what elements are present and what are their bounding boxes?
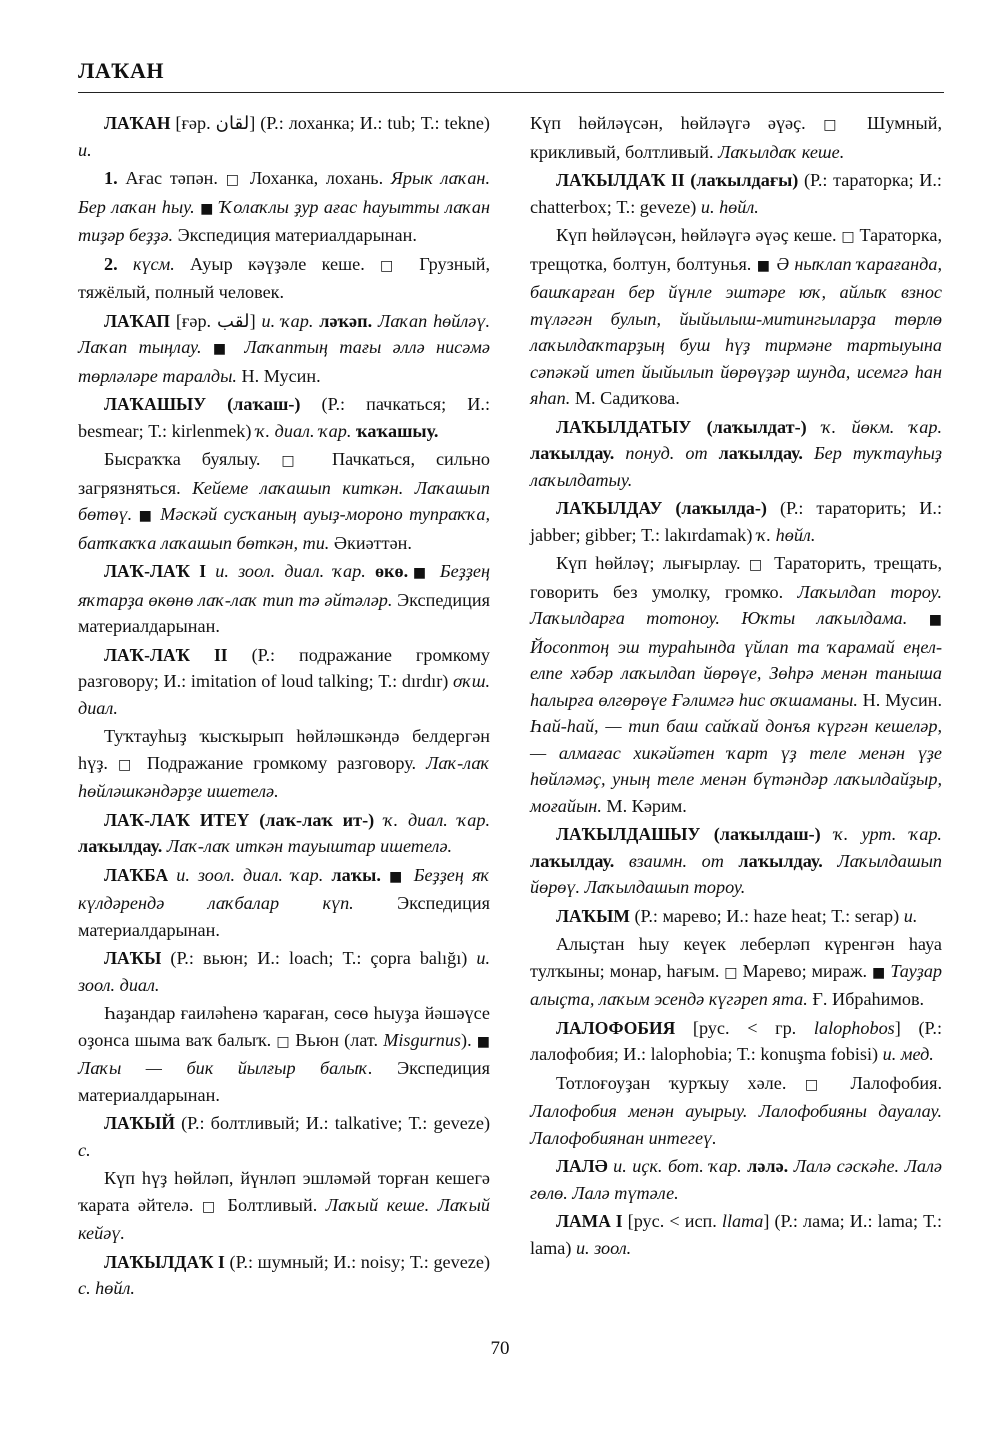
dictionary-entry — [530, 495, 942, 548]
etymology-text: (Р.: марево; И.: haze heat; Т.: serap) — [629, 905, 904, 926]
citation-source: Ғ. Ибраһимов. — [807, 989, 925, 1009]
definition-text: Һаҙандар ғаиләһенә ҡараған, сөсө һыуҙа йәшәүсе оҙонса шыма ваҡ балыҡ. — [78, 1003, 490, 1050]
bold-ref: лаҡылдау. — [78, 836, 163, 856]
headword: ЛАҠАН — [104, 113, 171, 133]
running-head: ЛАҠАН — [78, 58, 165, 83]
dictionary-entry — [78, 1110, 490, 1163]
bold-form: ләҡәп. — [313, 310, 379, 331]
entry-sense — [530, 110, 942, 165]
citation-source: Экспедиция материалдарынан. — [78, 893, 490, 940]
dictionary-entry — [78, 945, 490, 998]
example-text: Лалә сәскәһе. Лалә гөлө. Лалә түтәле. — [530, 1156, 942, 1203]
grammar-label: оҡш. диал. — [78, 671, 490, 718]
entry-sense — [78, 165, 490, 249]
headword: ЛАҠЫЛДАТЫУ — [556, 416, 692, 437]
grammar-label: с. һөйл. — [78, 1278, 135, 1298]
grammar-label: взаимн. от — [614, 850, 724, 871]
definition-text: Алыҫтан һыу кеүек леберләп күренгән һауа тулҡыны; монар, һағым. — [530, 934, 942, 981]
example-text: Лаҡылдашып йөрөү. Лаҡылдашып тороу. — [530, 850, 942, 897]
citation-source: М. Садиҡова. — [570, 388, 680, 408]
headword: ЛАҠАШЫУ — [104, 394, 207, 414]
citation-marker-icon: ■ — [212, 341, 233, 357]
dictionary-entry — [530, 1208, 942, 1261]
citation-marker-icon: ■ — [871, 964, 886, 981]
dictionary-entry — [78, 807, 490, 860]
translation-marker-icon: □ — [748, 557, 766, 573]
grammar-label: ҡ. йөкм. ҡар. — [806, 416, 943, 437]
translation-marker-icon: □ — [118, 756, 137, 773]
example-text: Лаҡ-лаҡ иткән тауыштар ишетелә. — [162, 836, 453, 856]
bold-form: (лаҡылдат-) — [691, 416, 807, 437]
citation-marker-icon: ■ — [200, 200, 215, 217]
entry-sense — [78, 1165, 490, 1247]
etymology-text: ] (Р.: лама; И.: lama; Т.: lama) — [530, 1211, 942, 1258]
citation-source: Экспедиция материалдарынан. — [173, 225, 417, 245]
dictionary-entry — [78, 1249, 490, 1302]
example-text: Misgurnus — [383, 1029, 462, 1050]
translation-marker-icon: □ — [823, 117, 850, 133]
etymology-text: (Р.: шумный; И.: noisy; Т.: geveze) — [224, 1251, 490, 1272]
sense-number: 1. — [104, 168, 126, 188]
citation-marker-icon: ■ — [408, 565, 431, 581]
etymology-text: [ғәр. لقب] — [170, 310, 262, 331]
translation-marker-icon: □ — [724, 964, 738, 981]
dictionary-entry — [530, 1153, 942, 1206]
bold-form: (лаҡылдағы) — [684, 170, 799, 190]
headword: ЛАҠЫМ — [556, 905, 630, 926]
entry-sense — [78, 251, 490, 306]
russian-translation: Пачкаться, сильно загрязняться. — [78, 449, 490, 498]
headword: ЛАҠ-ЛАҠ I — [104, 561, 207, 581]
dictionary-entry — [530, 903, 942, 930]
russian-translation: Подражание громкому разговору. — [136, 752, 427, 773]
dictionary-entry — [78, 308, 490, 390]
citation-text: Беҙҙең яҡ күлдәрендә лаҡбалар күп. — [78, 864, 490, 913]
russian-translation: ). — [461, 1029, 477, 1050]
grammar-label: ҡ. диал. ҡар. — [374, 809, 490, 830]
grammar-label: и. зоол. диал. ҡар. — [168, 864, 324, 885]
bold-form: лаҡы. — [323, 864, 389, 885]
citation-source: Экспедиция материалдарынан. — [78, 589, 490, 636]
citation-marker-icon: ■ — [928, 612, 942, 628]
bold-ref: ҡаҡашыу. — [351, 420, 439, 441]
russian-translation: Шумный, крикливый, болтливый. — [530, 113, 942, 162]
etymology-text: (Р.: пачкаться; И.: besmear; Т.: kirlenmek) — [78, 394, 490, 441]
dictionary-entry — [78, 110, 490, 163]
header-rule — [78, 92, 944, 93]
grammar-label: и. зоол. диал. — [78, 948, 490, 995]
entry-sense — [530, 931, 942, 1013]
headword: ЛАҠЫ — [104, 948, 162, 968]
citation-source: Н. Мусин. — [236, 365, 321, 386]
example-text: Бер туҡтауһыҙ лаҡылдатыу. — [530, 443, 942, 490]
grammar-label: понуд. от — [614, 443, 708, 463]
citation-marker-icon: ■ — [388, 868, 406, 885]
etymology-text: (Р.: болтливый; И.: talkative; Т.: geveze) — [174, 1113, 490, 1133]
citation-source: Н. Мусин. — [857, 689, 942, 710]
dictionary-entry — [78, 642, 490, 722]
headword: ЛАҠ-ЛАҠ II — [104, 644, 228, 665]
grammar-label: күсм. — [132, 253, 175, 274]
bold-form: өкө. — [365, 561, 409, 581]
definition-text: Бысраҡҡа буялыу. — [104, 449, 282, 469]
headword: ЛАЛӘ — [556, 1156, 608, 1176]
grammar-label: ҡ. һөйл. — [756, 524, 816, 545]
citation-text: Тауҙар алыҫта, лаҡым эсендә күгәреп ята. — [530, 960, 943, 1009]
grammar-label: и. ҡар. — [261, 310, 314, 331]
russian-translation: Болтливый. — [219, 1194, 326, 1215]
russian-translation: Марево; мираж. — [737, 960, 872, 981]
bold-ref: лаҡылдау. — [530, 850, 615, 871]
citation-marker-icon: ■ — [476, 1033, 490, 1050]
dictionary-entry — [530, 167, 942, 220]
translation-marker-icon: □ — [281, 453, 312, 469]
example-text: lalophobos — [813, 1017, 895, 1038]
grammar-label: и. һөйл. — [700, 196, 759, 217]
citation-marker-icon: ■ — [756, 257, 771, 274]
headword: ЛАМА I — [556, 1211, 623, 1231]
example-text: Лаҡылдап тороу. Лаҡылдарға тотоноу. Юҡты лаҡылдама. — [530, 581, 942, 628]
citation-source: М. Кәрим. — [601, 795, 687, 816]
example-text: Кейеме лаҡашып киткән. Лаҡашып бөтөү. — [78, 477, 490, 524]
grammar-label: и. — [903, 905, 918, 926]
example-text: Ярык лаҡан. Бер лаҡан һыу. — [78, 168, 490, 217]
definition-text: Ауыр кәүҙәле кеше. — [174, 253, 381, 274]
russian-translation: Тараторка, трещотка, болтун, болтунья. — [530, 225, 942, 274]
bold-ref: лаҡылдау. — [530, 443, 615, 463]
bold-form: (лаҡаш-) — [206, 394, 301, 414]
headword: ЛАЛОФОБИЯ — [556, 1017, 676, 1038]
dictionary-entry — [78, 862, 490, 944]
grammar-label: и. — [78, 139, 92, 160]
left-column — [78, 110, 490, 1304]
dictionary-entry — [78, 391, 490, 444]
headword: ЛАҠЫЛДАШЫУ — [556, 824, 701, 844]
example-text: Лаҡап һөйләү. Лаҡап тыңлау. — [78, 310, 491, 357]
dictionary-entry — [530, 1015, 942, 1068]
definition-text: Күп һөйләүсән, һөйләүгә әүәҫ кеше. — [556, 225, 842, 245]
headword: ЛАҠЫЛДАУ — [556, 498, 663, 518]
translation-marker-icon: □ — [225, 172, 243, 188]
translation-marker-icon: □ — [276, 1033, 291, 1050]
headword: ЛАҠ-ЛАҠ ИТЕҮ — [104, 809, 250, 830]
etymology-text: (Р.: тараторка; И.: chatterbox; Т.: geveze) — [530, 170, 942, 217]
headword: ЛАҠБА — [104, 864, 169, 885]
citation-text: Лаҡаптың тағы әллә нисәмә төрләләре таралды. — [78, 337, 490, 386]
etymology-text: [рус. < гр. — [675, 1017, 814, 1038]
bold-form: (лаҡылда-) — [662, 498, 767, 518]
entry-sense — [530, 550, 942, 819]
example-text: Лаҡ-лаҡ һөйләшкәндәрҙе ишетелә. — [78, 752, 491, 801]
grammar-label: и. иҫк. бот. ҡар. — [607, 1156, 742, 1176]
grammar-label: и. зоол. диал. ҡар. — [206, 561, 366, 581]
definition-text: Күп һүҙ һөйләп, йүнләп эшләмәй торған кешегә ҡарата әйтелә. — [78, 1168, 490, 1215]
entry-sense — [78, 723, 490, 805]
citation-text: Һай-һай, — тип баш сайҡай донъя күргән кешеләр, — алмағас хикәйәтен ҡарт үҙ теле менән үҙе һөйләмәҫ, уның теле менән бүтәндәр лаҡылдайҙыр, моғайын. — [530, 716, 942, 816]
example-text: llama — [721, 1211, 764, 1231]
entry-sense — [530, 1070, 942, 1152]
citation-source: Әкиәттән. — [329, 532, 412, 553]
etymology-text: (Р.: подражание громкому разговору; И.: imitation of loud talking; Т.: dırdır) — [78, 644, 490, 691]
page-number: 70 — [490, 1338, 510, 1359]
right-column — [530, 110, 942, 1263]
dictionary-entry — [78, 558, 490, 640]
sense-number: 2. — [104, 253, 133, 274]
russian-translation: Грузный, тяжёлый, полный человек. — [78, 253, 491, 302]
dictionary-entry — [530, 414, 942, 494]
headword: ЛАҠАП — [104, 310, 170, 331]
grammar-label: с. — [78, 1139, 91, 1160]
bold-form: ләлә. — [741, 1156, 789, 1176]
definition-text: Ағас тәпән. — [125, 168, 226, 188]
entry-sense — [78, 446, 490, 556]
citation-text: Ҡолаҡлы ҙур ағас һауытты лаҡан тиҙәр беҙҙә. — [78, 196, 490, 245]
translation-marker-icon: □ — [804, 1076, 832, 1093]
grammar-label: и. мед. — [882, 1044, 934, 1064]
entry-sense — [78, 1000, 490, 1108]
etymology-text: [рус. < исп. — [622, 1211, 722, 1231]
translation-marker-icon: □ — [380, 257, 404, 274]
translation-marker-icon: □ — [201, 1198, 220, 1215]
etymology-text: (Р.: вьюн; И.: loach; Т.: çopra balığı) — [161, 948, 477, 968]
grammar-label: ҡ. урт. ҡар. — [820, 824, 942, 844]
example-text: Лаҡый кеше. Лаҡый кейәү. — [78, 1194, 491, 1243]
headword: ЛАҠЫЙ — [104, 1113, 175, 1133]
bold-form: (лаҡылдаш-) — [700, 824, 821, 844]
etymology-text: [ғәр. لقان] (Р.: лоханка; И.: tub; Т.: tekne) — [170, 113, 490, 133]
translation-marker-icon: □ — [841, 229, 855, 245]
russian-translation: Вьюн (лат. — [290, 1029, 384, 1050]
citation-marker-icon: ■ — [138, 508, 154, 524]
dictionary-entry — [530, 821, 942, 901]
grammar-label: ҡ. диал. ҡар. — [255, 420, 352, 441]
etymology-text: ] (Р.: лалофобия; И.: lalophobia; Т.: konuşma fobisi) — [530, 1017, 942, 1064]
citation-text: Лаҡы — бик йылғыр балыҡ. — [78, 1058, 373, 1078]
headword: ЛАҠЫЛДАҠ I — [104, 1251, 225, 1272]
grammar-label: и. зоол. — [575, 1237, 632, 1258]
definition-text: Күп һөйләү; лығырлау. — [556, 553, 749, 573]
citation-text: Йосоптоң эш тураһында үйлап та ҡарамай еңел-елпе хәбәр лаҡылдап йөрөүе, Зөһрә менән таныша һалырға өлгөрөүе Ғәлимгә һис оҡшаманы. — [530, 636, 942, 710]
russian-translation: Лалофобия. — [832, 1072, 942, 1093]
definition-text: Тотлоғоуҙан ҡурҡыу хәле. — [556, 1072, 805, 1093]
citation-source: Экспедиция материалдарынан. — [78, 1058, 490, 1105]
definition-text: Туҡтауһыҙ ҡысҡырып һөйләшкәндә белдергән һүҙ. — [78, 726, 490, 773]
definition-text: Күп һөйләүсән, һөйләүгә әүәҫ. — [530, 113, 824, 133]
entry-sense — [530, 222, 942, 412]
citation-text: Ә ныҡлап ҡарағанда, башҡарған бер йүнле эштәре юҡ, айлыҡ взнос түләгән булып, йыйылыш-митингыларҙа төрлө лаҡылдаҡтарҙың буш һүҙ тирмәне тартыуына сәпәкәй итеп йыйылып йөрөүҙәр шунда, исемгә һан яһап. — [530, 253, 942, 408]
russian-translation: Лоханка, лохань. — [242, 168, 391, 188]
citation-text: Беҙҙең яҡтарҙа өкөнө лаҡ-лаҡ тип тә әйтәләр. — [78, 561, 491, 610]
citation-text: Мәскәй сусҡаның ауыҙ-мороно тупраҡҡа, батҡаҡҡа лаҡашып бөткән, ти. — [78, 504, 490, 553]
bold-ref: лаҡылдау. — [707, 443, 803, 463]
example-text: Лаҡылдаҡ кеше. — [718, 141, 845, 162]
headword: ЛАҠЫЛДАҠ II — [556, 170, 685, 190]
russian-translation: Тараторить, трещать, говорить без умолку, громко. — [530, 553, 942, 602]
etymology-text: (Р.: тараторить; И.: jabber; gibber; Т.: lakırdamak) — [530, 498, 942, 545]
bold-form: (лаҡ-лаҡ ит-) — [249, 809, 375, 830]
bold-ref: лаҡылдау. — [723, 850, 823, 871]
example-text: Лалофобия менән ауырыу. Лалофобияны дауалау. Лалофобиянан интегеү. — [530, 1101, 942, 1148]
